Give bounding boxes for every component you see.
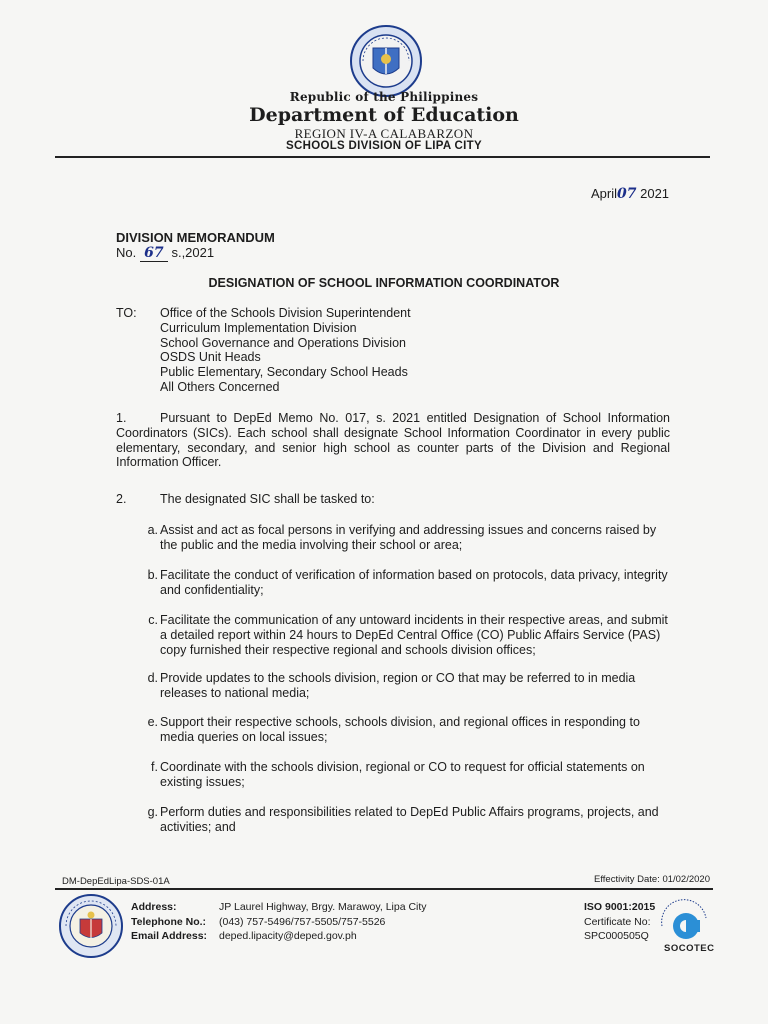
item-letter: c.	[148, 613, 158, 627]
header-region: REGION IV-A CALABARZON	[294, 126, 474, 141]
recipient-item: School Governance and Operations Division	[160, 335, 406, 350]
date-handwritten: 07	[617, 186, 637, 202]
item-letter: b.	[147, 568, 158, 582]
item-letter: g.	[147, 805, 158, 819]
item-letter: e.	[147, 715, 158, 729]
paragraph-1	[116, 411, 670, 470]
paragraph-2	[116, 492, 670, 507]
recipient-item: Office of the Schools Division Superintendent	[160, 306, 411, 320]
item-text: Assist and act as focal persons in verifying and addressing issues and concerns raised by the public and the media involving their school or area;	[160, 523, 657, 552]
memo-no-handwritten: 67	[144, 245, 164, 261]
task-item-d	[138, 671, 670, 701]
date-prefix: April	[591, 186, 618, 201]
task-item-b	[138, 568, 670, 598]
effectivity-date: Effectivity Date: 01/02/2020	[593, 874, 710, 885]
email-label: Email Address:	[131, 930, 208, 942]
recipient-item: Curriculum Implementation Division	[160, 320, 357, 335]
memo-no-suffix: s.,2021	[167, 245, 215, 260]
deped-seal-icon	[349, 24, 423, 98]
header-division: SCHOOLS DIVISION OF LIPA CITY	[286, 140, 482, 152]
memo-title: DIVISION MEMORANDUM	[116, 230, 275, 245]
recipient-item: Public Elementary, Secondary School Heads	[160, 365, 408, 380]
item-text: Facilitate the conduct of verification of information based on protocols, data privacy, integrity and confidentiality;	[160, 568, 668, 597]
iso-certification	[584, 900, 655, 944]
contact-info	[131, 900, 427, 944]
certificate-label: Certificate No:	[584, 915, 651, 928]
memo-no-prefix: No.	[116, 245, 140, 260]
task-item-e	[138, 715, 670, 745]
item-letter: f.	[151, 760, 158, 774]
recipient-item: All Others Concerned	[160, 379, 280, 394]
item-text: Facilitate the communication of any untoward incidents in their respective areas, and submit a detailed report within 24 hours to DepEd Central Office (CO) Public Affairs Service (PAS) copy furnished their respective regional and schools division offices;	[160, 613, 668, 657]
item-text: Coordinate with the schools division, regional or CO to request for official statements on existing issues;	[160, 760, 645, 789]
item-letter: d.	[147, 671, 158, 685]
header-divider	[55, 156, 710, 158]
email-value: deped.lipacity@deped.gov.ph	[219, 930, 357, 942]
date-suffix: 2021	[636, 186, 670, 201]
iso-title: ISO 9001:2015	[584, 901, 656, 913]
paragraph-number: 1.	[116, 411, 127, 425]
item-text: Provide updates to the schools division, region or CO that may be referred to in media releases to national media;	[160, 671, 636, 700]
footer-divider	[55, 888, 713, 890]
to-label: TO:	[116, 306, 137, 320]
memo-subject: DESIGNATION OF SCHOOL INFORMATION COORDINATOR	[208, 276, 560, 290]
task-item-g	[138, 805, 670, 835]
recipient-list	[160, 306, 411, 395]
memo-date	[591, 186, 669, 202]
item-text: Perform duties and responsibilities related to DepEd Public Affairs programs, projects, and activities; and	[160, 805, 659, 834]
paragraph-text: The designated SIC shall be tasked to:	[160, 492, 375, 506]
document-code: DM-DepEdLipa-SDS-01A	[62, 876, 170, 887]
address-value: JP Laurel Highway, Brgy. Marawoy, Lipa City	[219, 901, 427, 913]
address-label: Address:	[131, 901, 177, 913]
paragraph-number: 2.	[116, 492, 127, 506]
phone-label: Telephone No.:	[131, 915, 207, 928]
task-item-f	[138, 760, 670, 790]
lipa-division-seal-icon	[58, 893, 124, 959]
recipient-item: OSDS Unit Heads	[160, 350, 261, 365]
task-item-c	[138, 613, 670, 657]
memo-number	[116, 245, 214, 262]
certifier-name: SOCOTEC	[664, 943, 715, 954]
header-department: Department of Education	[249, 104, 519, 126]
task-item-a	[138, 523, 670, 553]
phone-value: (043) 757-5496/757-5505/757-5526	[219, 915, 386, 928]
certificate-number: SPC000505Q	[584, 930, 649, 942]
item-text: Support their respective schools, schools division, and regional offices in responding to media queries on local issues;	[160, 715, 640, 744]
item-letter: a.	[147, 523, 158, 537]
header-republic: Republic of the Philippines	[289, 90, 479, 104]
paragraph-text: Pursuant to DepEd Memo No. 017, s. 2021 entitled Designation of School Information Coordinators (SICs). Each school shall designate School Information Coordinator in every public elementary, secondary, and senior high school as counter parts of the Division and Regional Information Officer.	[116, 411, 670, 470]
